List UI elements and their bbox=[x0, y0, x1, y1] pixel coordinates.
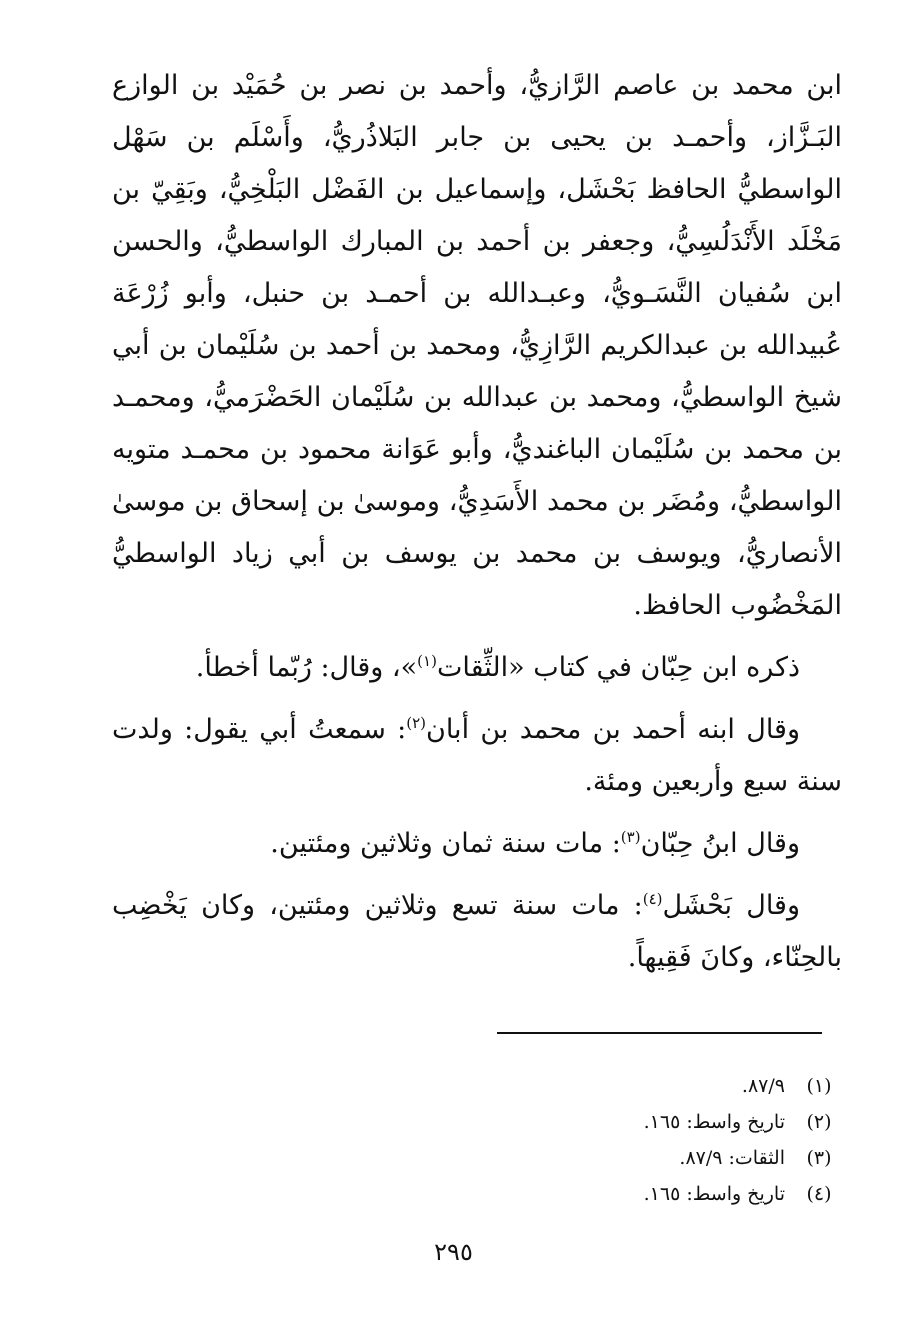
footnote-ref-1: (١) bbox=[417, 652, 437, 670]
footnote-divider bbox=[497, 1032, 822, 1034]
paragraph-text: : سمعتُ أبي يقول: ولدت سنة سبع وأربعين ومئة. bbox=[112, 714, 842, 797]
paragraph-text: وقال ابنه أحمد بن محمد بن أبان bbox=[426, 714, 800, 745]
footnote-number: (٤) bbox=[806, 1183, 832, 1205]
paragraph-text: : مات سنة تسع وثلاثين ومئتين، وكان يَخْضِب بالحِنّاء، وكانَ فَقِيهاً. bbox=[112, 890, 842, 973]
narrators-paragraph: ابن محمد بن عاصم الرَّازيُّ، وأحمد بن نصر بن حُمَيْد بن الوازع البَـزَّاز، وأحمـد بن يحيى بن جابر البَلاذُريُّ، وأَسْلَم بن سَهْل الواسطيُّ الحافظ بَحْشَل، وإسماعيل بن الفَضْل البَلْخِيُّ، وبَقِيّ بن مَخْلَد الأَنْدَلُسِيُّ، وجعفر بن أحمد بن المبارك الواسطيُّ، والحسن ابن سُفيان النَّسَـويُّ، وعبـدالله بن أحمـد بن حنبل، وأبو زُرْعَة عُبيدالله بن عبدالكريم الرَّازِيُّ، ومحمد بن أحمد بن سُلَيْمان بن أبي شيخ الواسطيُّ، ومحمد بن عبدالله بن سُلَيْمان الحَضْرَميُّ، ومحمـد بن محمد بن سُلَيْمان الباغنديُّ، وأبو عَوَانة محمود بن محمـد متويه الواسطيُّ، ومُضَر بن محمد الأَسَدِيُّ، وموسىٰ بن إسحاق بن موسىٰ الأنصاريُّ، ويوسف بن محمد بن يوسف بن أبي زياد الواسطيُّ المَخْضُوب الحافظ. bbox=[112, 70, 842, 621]
footnote-text: تاريخ واسط: ١٦٥. bbox=[643, 1111, 785, 1133]
footnote-text: الثقات: ٨٧/٩. bbox=[679, 1147, 785, 1169]
paragraph-son-ahmad bbox=[112, 704, 842, 808]
paragraph-text: : مات سنة ثمان وثلاثين ومئتين. bbox=[270, 828, 621, 859]
paragraph-ibn-hibban-thiqat bbox=[112, 642, 842, 694]
footnotes bbox=[337, 1068, 837, 1212]
paragraph-text: وقال بَحْشَل bbox=[662, 890, 800, 921]
footnote-number: (٣) bbox=[806, 1147, 832, 1169]
paragraph-text: ذكره ابن حِبّان في كتاب «الثِّقات bbox=[436, 652, 800, 683]
main-text bbox=[112, 60, 842, 984]
footnote-item bbox=[337, 1140, 837, 1176]
paragraph-text: »، وقال: رُبّما أخطأ. bbox=[195, 652, 418, 683]
footnote-ref-2: (٢) bbox=[406, 714, 426, 732]
page-number: ٢٩٥ bbox=[434, 1238, 473, 1266]
paragraph-bahshal bbox=[112, 880, 842, 984]
paragraph-text: وقال ابنُ حِبّان bbox=[640, 828, 800, 859]
footnote-item bbox=[337, 1104, 837, 1140]
footnote-text: ٨٧/٩. bbox=[741, 1075, 785, 1097]
footnote-item bbox=[337, 1068, 837, 1104]
footnote-ref-4: (٤) bbox=[642, 890, 663, 908]
footnote-text: تاريخ واسط: ١٦٥. bbox=[643, 1183, 785, 1205]
paragraph-ibn-hibban-death bbox=[112, 818, 842, 870]
footnote-number: (٢) bbox=[806, 1111, 832, 1133]
footnote-ref-3: (٣) bbox=[620, 828, 641, 846]
footnote-item bbox=[337, 1176, 837, 1212]
footnote-number: (١) bbox=[806, 1075, 832, 1097]
